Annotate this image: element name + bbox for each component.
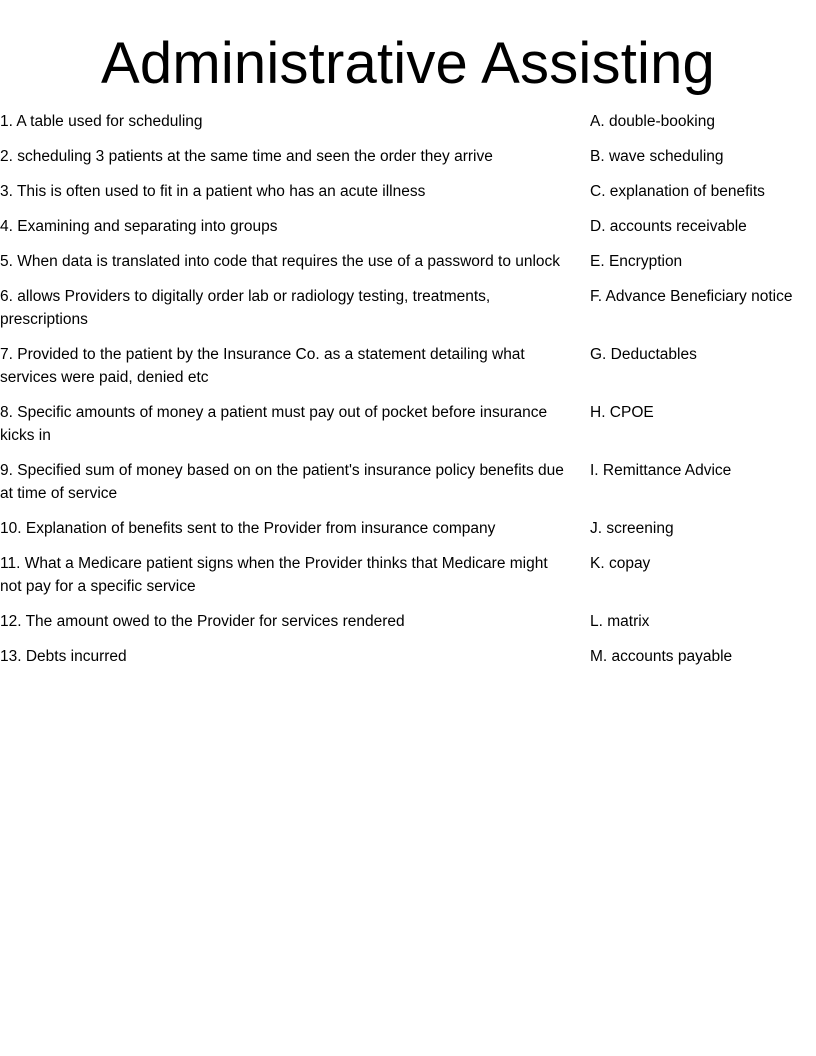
matching-row — [0, 250, 816, 285]
question-2: 2. scheduling 3 patients at the same time and seen the order they arrive — [0, 148, 493, 165]
matching-row — [0, 145, 816, 180]
matching-row — [0, 285, 816, 343]
answer-h: H. CPOE — [590, 404, 654, 421]
answer-j: J. screening — [590, 520, 674, 537]
matching-row — [0, 517, 816, 552]
answer-a: A. double-booking — [590, 113, 715, 130]
matching-row — [0, 645, 816, 680]
question-1: 1. A table used for scheduling — [0, 113, 203, 130]
matching-row — [0, 401, 816, 459]
matching-row — [0, 552, 816, 610]
answer-f: F. Advance Beneficiary notice — [590, 288, 793, 305]
answer-g: G. Deductables — [590, 346, 697, 363]
answer-d: D. accounts receivable — [590, 218, 747, 235]
answer-b: B. wave scheduling — [590, 148, 724, 165]
answer-m: M. accounts payable — [590, 648, 733, 665]
question-11: 11. What a Medicare patient signs when the Provider thinks that Medicare might not pay for a specific service — [0, 555, 548, 595]
question-9: 9. Specified sum of money based on on the patient's insurance policy benefits due at time of service — [0, 462, 564, 502]
question-10: 10. Explanation of benefits sent to the Provider from insurance company — [0, 520, 496, 537]
answer-l: L. matrix — [590, 613, 650, 630]
question-12: 12. The amount owed to the Provider for services rendered — [0, 613, 405, 630]
answer-c: C. explanation of benefits — [590, 183, 765, 200]
matching-row — [0, 215, 816, 250]
question-8: 8. Specific amounts of money a patient must pay out of pocket before insurance kicks in — [0, 404, 548, 444]
question-7: 7. Provided to the patient by the Insurance Co. as a statement detailing what services were paid, denied etc — [0, 346, 525, 386]
matching-row — [0, 180, 816, 215]
question-4: 4. Examining and separating into groups — [0, 218, 278, 235]
question-3: 3. This is often used to fit in a patient who has an acute illness — [0, 183, 426, 200]
matching-row — [0, 110, 816, 145]
matching-list — [0, 110, 816, 680]
answer-e: E. Encryption — [590, 253, 683, 270]
matching-row — [0, 343, 816, 401]
matching-row — [0, 610, 816, 645]
matching-row — [0, 459, 816, 517]
question-5: 5. When data is translated into code that requires the use of a password to unlock — [0, 253, 561, 270]
answer-k: K. copay — [590, 555, 651, 572]
question-6: 6. allows Providers to digitally order lab or radiology testing, treatments, prescriptions — [0, 288, 491, 328]
page-title: Administrative Assisting — [100, 31, 716, 96]
question-13: 13. Debts incurred — [0, 648, 127, 665]
answer-i: I. Remittance Advice — [590, 462, 732, 479]
